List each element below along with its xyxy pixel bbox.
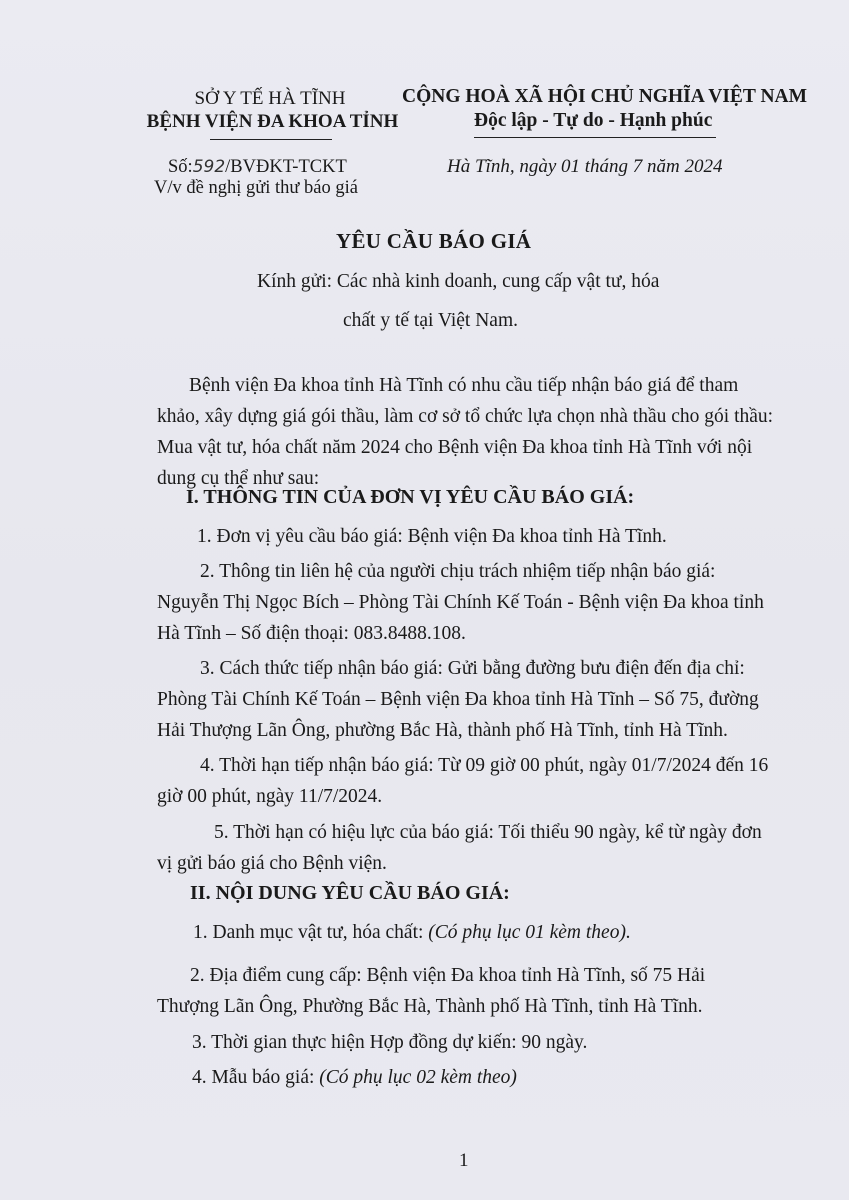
motto: Độc lập - Tự do - Hạnh phúc (474, 110, 713, 131)
section-2-item-4 (192, 1062, 517, 1093)
page-number: 1 (459, 1150, 469, 1171)
section-1-item-4-line-2: giờ 00 phút, ngày 11/7/2024. (157, 786, 383, 807)
section-1-item-2-line-3: Hà Tĩnh – Số điện thoại: 083.8488.108. (157, 623, 466, 644)
section-1-item-4-line-1: 4. Thời hạn tiếp nhận báo giá: Từ 09 giờ 00 phút, ngày 01/7/2024 đến 16 (200, 755, 769, 776)
intro-line-4: dung cụ thể như sau: (157, 468, 320, 489)
department-name: SỞ Y TẾ HÀ TĨNH (194, 88, 346, 109)
section-2-item-1 (193, 917, 631, 948)
recipient-line-1: Kính gửi: Các nhà kinh doanh, cung cấp vật tư, hóa (257, 271, 660, 292)
intro-line-3: Mua vật tư, hóa chất năm 2024 cho Bệnh viện Đa khoa tỉnh Hà Tĩnh với nội (157, 437, 753, 458)
motto-underline (474, 137, 716, 138)
intro-line-1: Bệnh viện Đa khoa tỉnh Hà Tĩnh có nhu cầu tiếp nhận báo giá để tham (189, 375, 739, 396)
section-1-item-3-line-3: Hải Thượng Lãn Ông, phường Bắc Hà, thành phố Hà Tĩnh, tỉnh Hà Tĩnh. (157, 720, 728, 741)
section-2-heading: II. NỘI DUNG YÊU CẦU BÁO GIÁ: (190, 882, 510, 904)
section-2-item-4-text: 4. Mẫu báo giá: (192, 1067, 320, 1088)
intro-line-2: khảo, xây dựng giá gói thầu, làm cơ sở tổ chức lựa chọn nhà thầu cho gói thầu: (157, 406, 774, 427)
doc-number-handwritten: 592 (192, 157, 226, 177)
place-date: Hà Tĩnh, ngày 01 tháng 7 năm 2024 (447, 156, 723, 177)
section-1-item-5-line-2: vị gửi báo giá cho Bệnh viện. (157, 853, 387, 874)
country-name: CỘNG HOÀ XÃ HỘI CHỦ NGHĨA VIỆT NAM (402, 86, 808, 107)
recipient-line-2: chất y tế tại Việt Nam. (343, 310, 518, 331)
document-number (168, 157, 347, 178)
document-title: YÊU CẦU BÁO GIÁ (336, 229, 532, 253)
document-subject: V/v đề nghị gửi thư báo giá (154, 178, 358, 198)
section-2-item-2-line-1: 2. Địa điểm cung cấp: Bệnh viện Đa khoa tỉnh Hà Tĩnh, số 75 Hải (190, 965, 706, 986)
doc-number-suffix: /BVĐKT-TCKT (225, 157, 347, 177)
section-1-item-5-line-1: 5. Thời hạn có hiệu lực của báo giá: Tối thiểu 90 ngày, kể từ ngày đơn (214, 822, 762, 843)
section-2-item-1-note: (Có phụ lục 01 kèm theo). (428, 922, 631, 943)
section-1-item-1: 1. Đơn vị yêu cầu báo giá: Bệnh viện Đa khoa tỉnh Hà Tĩnh. (197, 526, 667, 547)
section-1-item-3-line-1: 3. Cách thức tiếp nhận báo giá: Gửi bằng đường bưu điện đến địa chỉ: (200, 658, 745, 679)
section-2-item-4-note: (Có phụ lục 02 kèm theo) (319, 1067, 517, 1088)
hospital-underline (210, 139, 332, 140)
section-2-item-3: 3. Thời gian thực hiện Hợp đồng dự kiến: 90 ngày. (192, 1032, 588, 1053)
section-1-heading: I. THÔNG TIN CỦA ĐƠN VỊ YÊU CẦU BÁO GIÁ: (186, 486, 635, 508)
section-1-item-3-line-2: Phòng Tài Chính Kế Toán – Bệnh viện Đa khoa tỉnh Hà Tĩnh – Số 75, đường (157, 689, 759, 710)
hospital-name: BỆNH VIỆN ĐA KHOA TỈNH (146, 111, 399, 132)
section-1-item-2-line-2: Nguyễn Thị Ngọc Bích – Phòng Tài Chính Kế Toán - Bệnh viện Đa khoa tỉnh (157, 592, 764, 613)
doc-number-prefix: Số: (168, 157, 193, 177)
section-1-item-2-line-1: 2. Thông tin liên hệ của người chịu trách nhiệm tiếp nhận báo giá: (200, 561, 716, 582)
section-2-item-1-text: 1. Danh mục vật tư, hóa chất: (193, 922, 429, 943)
section-2-item-2-line-2: Thượng Lãn Ông, Phường Bắc Hà, Thành phố Hà Tĩnh, tỉnh Hà Tĩnh. (157, 996, 703, 1017)
